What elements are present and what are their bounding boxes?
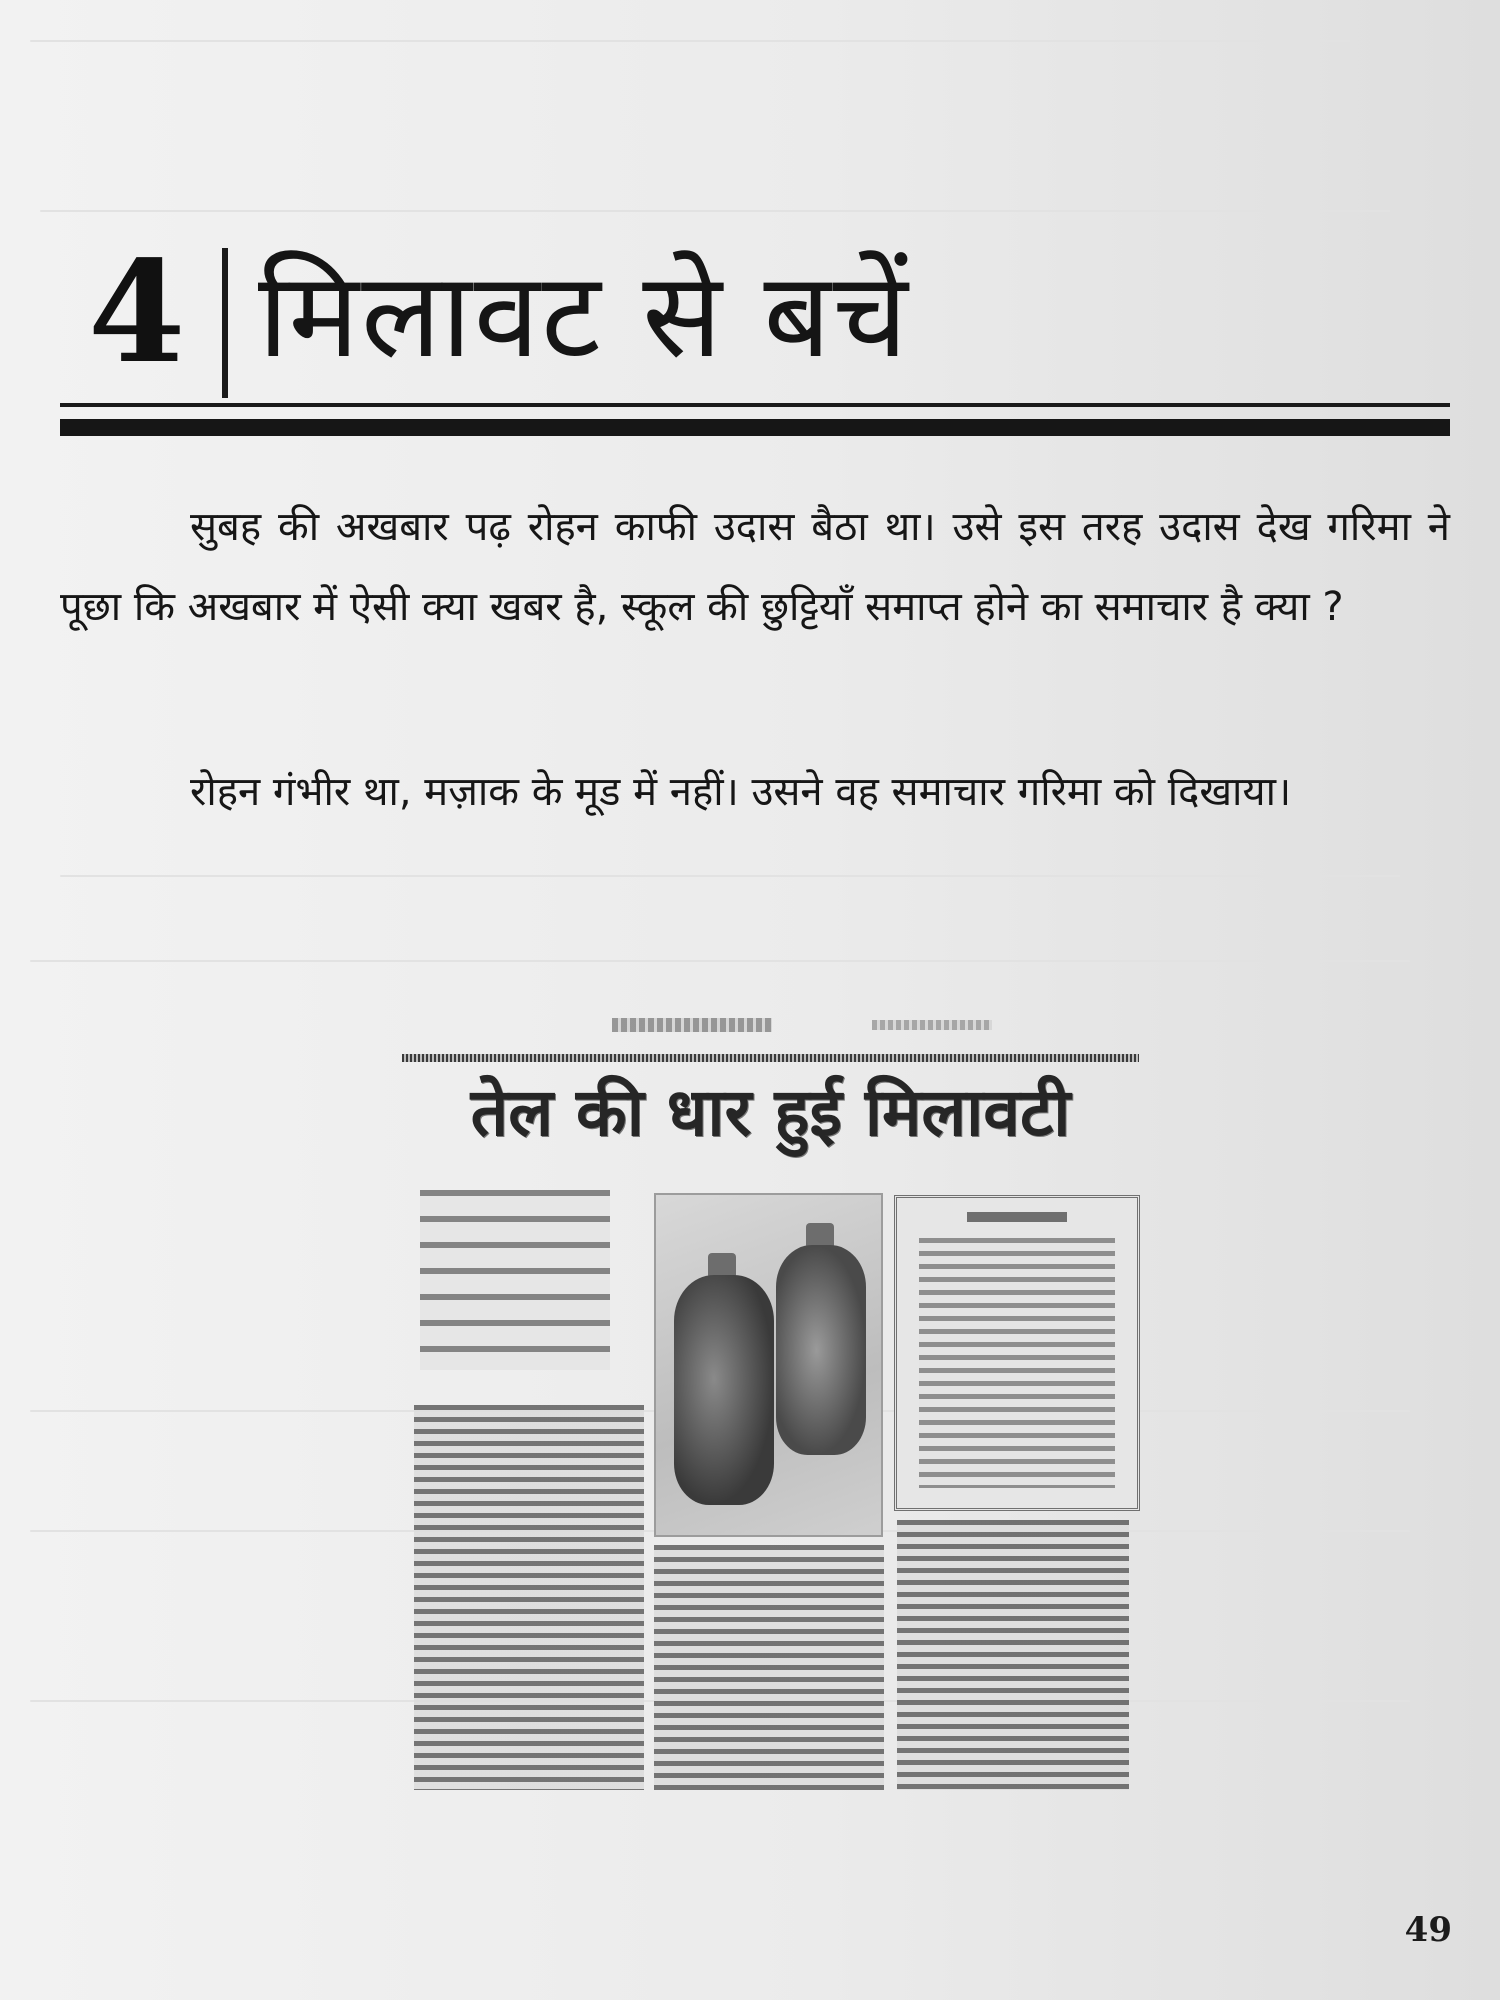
bullet-points-block <box>420 1190 610 1370</box>
sidebar-heading <box>967 1212 1067 1222</box>
bleed-through-line <box>40 210 1390 212</box>
sidebar-box <box>894 1195 1140 1511</box>
masthead-rule <box>402 1054 1139 1062</box>
newspaper-headline: तेल की धार हुई मिलावटी <box>470 1074 1071 1151</box>
newspaper-clipping <box>402 1010 1139 1795</box>
article-column-3 <box>897 1520 1129 1790</box>
paragraph-1: सुबह की अखबार पढ़ रोहन काफी उदास बैठा था। उसे इस तरह उदास देख गरिमा ने पूछा कि अखबार में ऐसी क्या खबर है, स्कूल की छुट्टियाँ समाप्त होने का समाचार है क्या ? <box>60 504 1450 630</box>
chapter-divider <box>222 248 228 398</box>
masthead-left <box>612 1018 772 1032</box>
article-column-1 <box>414 1405 644 1790</box>
paragraph-2: रोहन गंभीर था, मज़ाक के मूड में नहीं। उसने वह समाचार गरिमा को दिखाया। <box>190 769 1292 815</box>
oil-bottles-photo <box>654 1193 883 1537</box>
chapter-number: 4 <box>88 231 186 395</box>
title-rule-thick <box>60 419 1450 436</box>
bottle-icon <box>776 1245 866 1455</box>
bleed-through-line <box>30 40 1350 42</box>
bleed-through-line <box>60 875 1400 877</box>
bottle-icon <box>674 1275 774 1505</box>
title-rule-thin <box>60 403 1450 407</box>
masthead-right <box>872 1020 992 1030</box>
sidebar-text <box>919 1238 1115 1488</box>
bleed-through-line <box>30 960 1410 962</box>
page-number: 49 <box>1404 1910 1452 1950</box>
chapter-title: मिलावट से बचें <box>258 246 910 384</box>
article-column-2 <box>654 1545 884 1790</box>
